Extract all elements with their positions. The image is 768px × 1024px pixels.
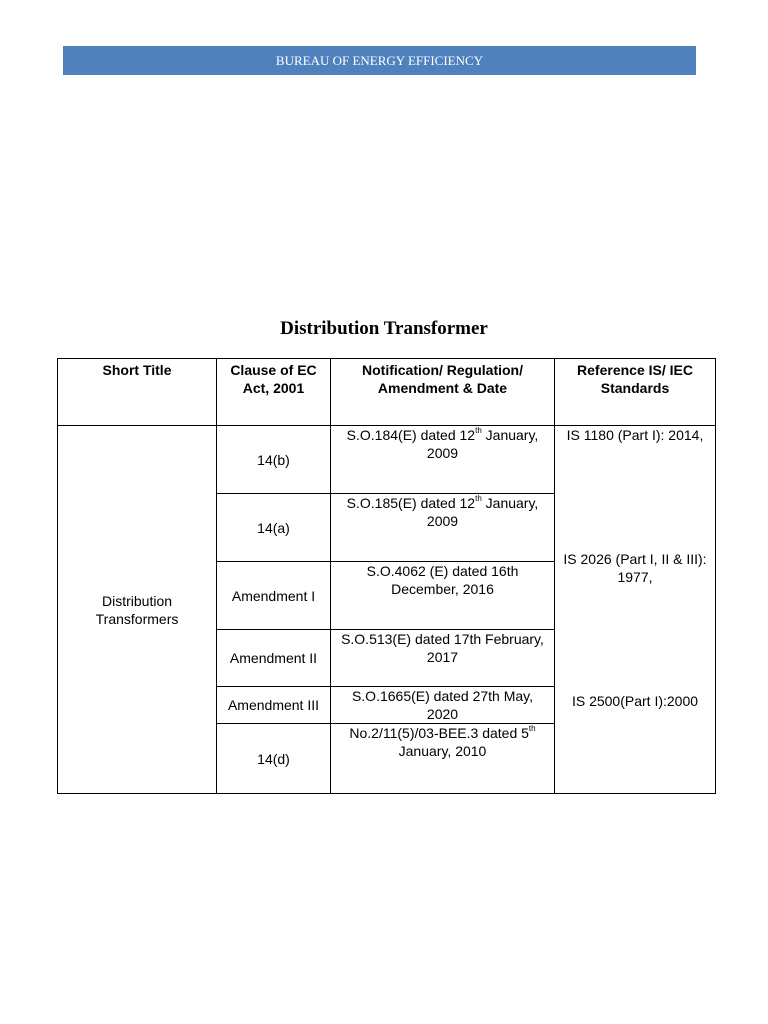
banner-text: BUREAU OF ENERGY EFFICIENCY xyxy=(275,52,484,68)
notification-cell: S.O.185(E) dated 12th January, 2009 xyxy=(331,494,555,562)
short-title-cell: Distribution Transformers xyxy=(58,426,217,794)
table-row xyxy=(58,426,716,494)
clause-cell: Amendment III xyxy=(217,687,331,724)
header-clause: Clause of EC Act, 2001 xyxy=(217,359,331,426)
clause-cell: 14(b) xyxy=(217,426,331,494)
notification-cell: S.O.4062 (E) dated 16th December, 2016 xyxy=(331,562,555,630)
reference-is-2026: IS 2026 (Part I, II & III): 1977, xyxy=(563,551,707,585)
header-banner xyxy=(63,46,696,75)
table-header-row xyxy=(58,359,716,426)
clause-cell: Amendment I xyxy=(217,562,331,630)
reference-is-1180: IS 1180 (Part I): 2014, xyxy=(566,427,704,443)
header-short-title: Short Title xyxy=(58,359,217,426)
clause-cell: 14(d) xyxy=(217,724,331,794)
notification-cell: No.2/11(5)/03-BEE.3 dated 5th January, 2010 xyxy=(331,724,555,794)
header-notification: Notification/ Regulation/ Amendment & Date xyxy=(331,359,555,426)
page-title: Distribution Transformer xyxy=(280,318,488,339)
reference-cell xyxy=(555,426,716,794)
reference-is-2500: IS 2500(Part I):2000 xyxy=(571,693,699,709)
notification-cell: S.O.184(E) dated 12th January, 2009 xyxy=(331,426,555,494)
standards-table xyxy=(57,358,716,794)
notification-cell: S.O.1665(E) dated 27th May, 2020 xyxy=(331,687,555,724)
clause-cell: Amendment II xyxy=(217,630,331,687)
notification-cell: S.O.513(E) dated 17th February, 2017 xyxy=(331,630,555,687)
header-reference: Reference IS/ IEC Standards xyxy=(555,359,716,426)
clause-cell: 14(a) xyxy=(217,494,331,562)
